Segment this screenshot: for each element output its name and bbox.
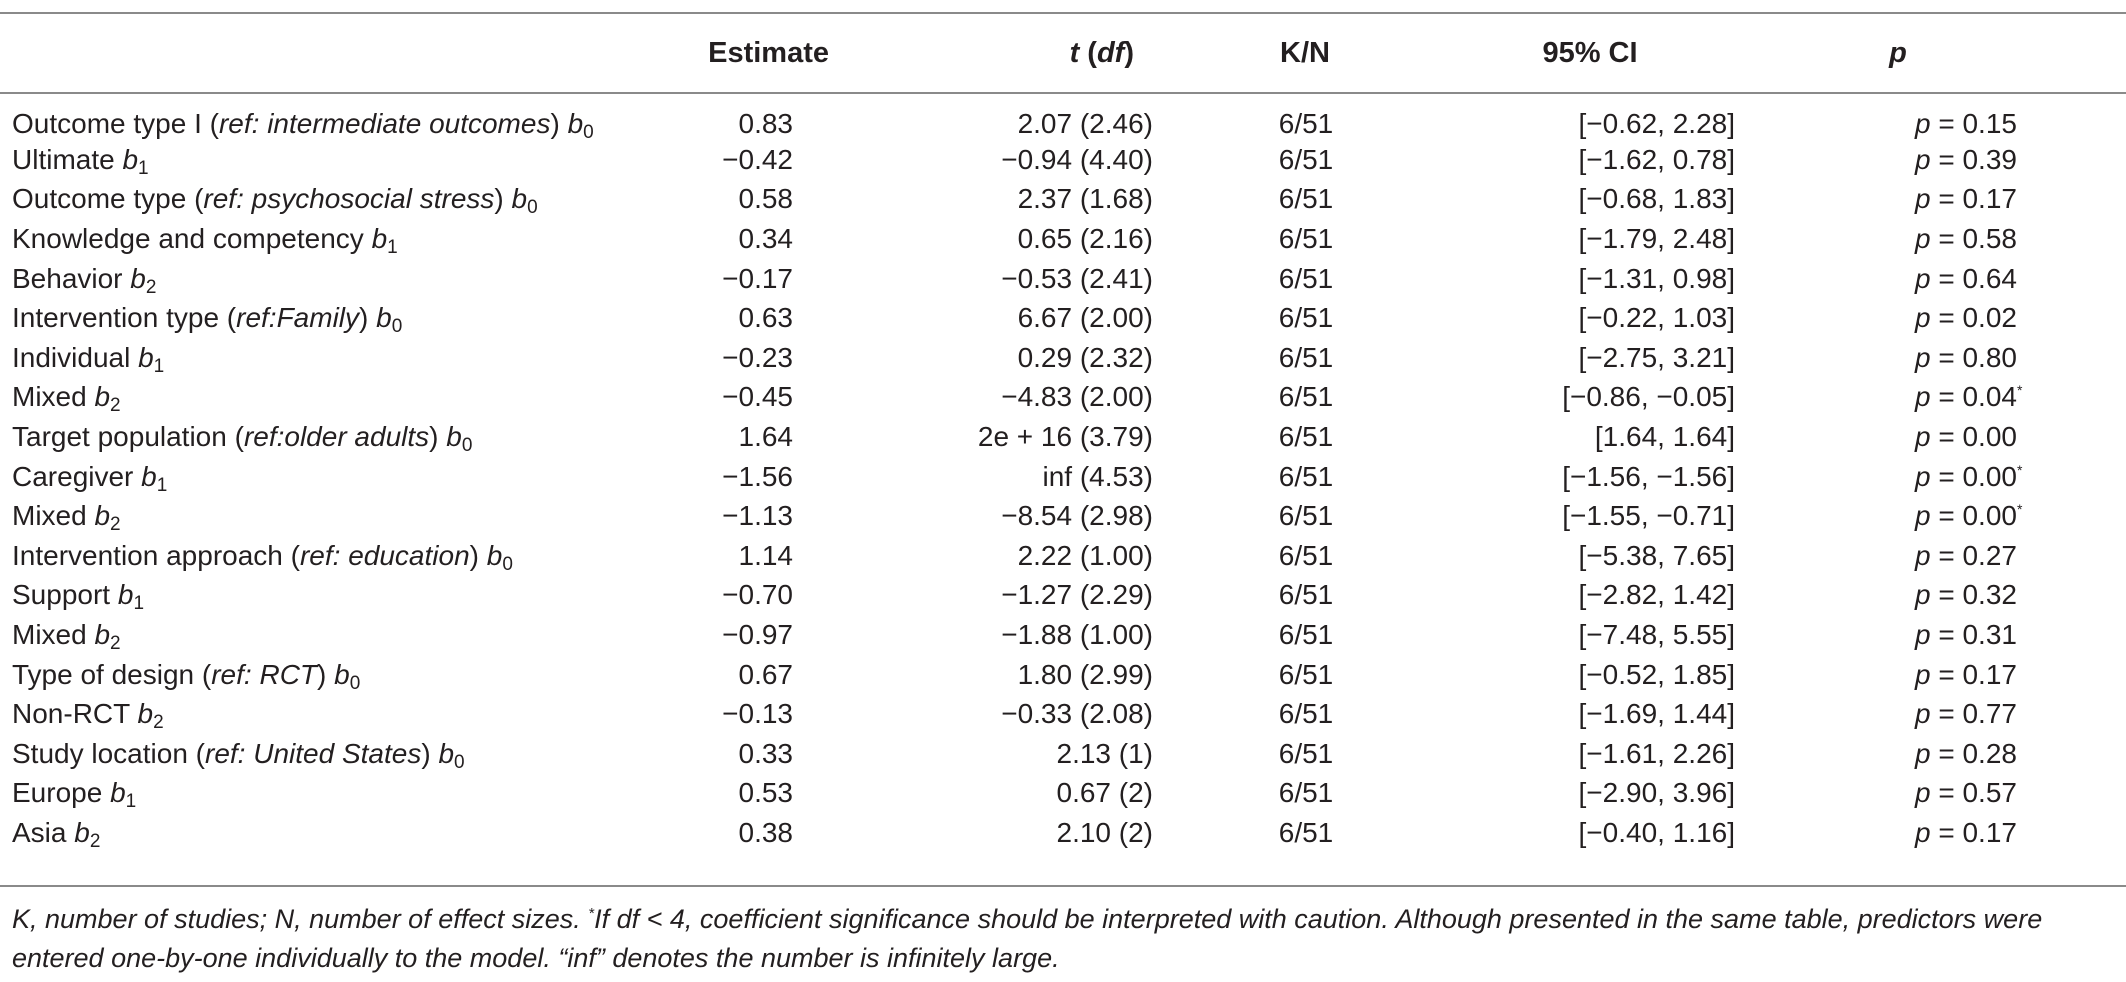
coefficient-subscript: 1 xyxy=(156,474,168,496)
p-value-cell xyxy=(1800,536,2126,576)
p-symbol: p xyxy=(1915,222,1931,254)
coefficient-symbol: b xyxy=(94,381,111,413)
header-df: df xyxy=(1096,36,1125,69)
table-footnote xyxy=(12,900,2112,978)
header-t: t xyxy=(1069,36,1080,69)
p-value-cell xyxy=(1800,615,2126,655)
p-value: = 0.00 xyxy=(1930,460,2017,492)
p-value: = 0.57 xyxy=(1930,777,2017,809)
predictor-cell xyxy=(0,457,640,497)
coefficient-symbol: b xyxy=(141,460,157,492)
p-symbol: p xyxy=(1915,262,1931,294)
p-symbol: p xyxy=(1915,183,1931,215)
predictor-label: Individual xyxy=(12,341,139,373)
p-value-cell xyxy=(1800,378,2126,418)
coefficient-subscript: 2 xyxy=(153,712,164,734)
predictor-label-post: ) xyxy=(550,108,568,139)
p-value: = 0.77 xyxy=(1930,698,2017,730)
reference-category: ref: intermediate outcomes xyxy=(218,108,551,139)
p-value: = 0.58 xyxy=(1930,222,2017,254)
coefficient-subscript: 1 xyxy=(138,157,149,179)
predictor-label: Mixed xyxy=(12,500,95,532)
predictor-cell xyxy=(0,219,640,259)
predictor-cell xyxy=(0,694,640,734)
ci-cell: [−7.48, 5.55] xyxy=(1578,618,1735,650)
coefficient-symbol: b xyxy=(94,500,111,532)
significance-marker: * xyxy=(2016,382,2023,399)
p-value-cell xyxy=(1800,417,2126,457)
ci-cell: [−2.82, 1.42] xyxy=(1578,579,1735,611)
p-value: = 0.00 xyxy=(1930,420,2017,452)
predictor-cell xyxy=(0,378,640,418)
coefficient-subscript: 0 xyxy=(461,434,473,456)
predictor-label: Target population ( xyxy=(12,420,244,452)
p-value-cell xyxy=(1800,298,2126,338)
predictor-cell xyxy=(0,417,640,457)
coefficient-subscript: 0 xyxy=(502,553,513,575)
coefficient-symbol: b xyxy=(334,658,350,690)
table-row xyxy=(0,298,2126,338)
p-symbol: p xyxy=(1915,618,1931,650)
reference-category: ref: education xyxy=(299,539,470,571)
p-value: = 0.17 xyxy=(1930,816,2017,848)
table-row xyxy=(0,93,2126,140)
table-row xyxy=(0,140,2126,180)
coefficient-subscript: 2 xyxy=(110,632,121,654)
coefficient-subscript: 2 xyxy=(89,830,101,852)
p-symbol: p xyxy=(1915,341,1931,373)
table-row xyxy=(0,536,2126,576)
predictor-label: Support xyxy=(12,579,118,611)
ci-cell: [−0.86, −0.05] xyxy=(1562,381,1735,413)
kn-cell: 6/51 xyxy=(1278,737,1334,769)
ci-cell: [1.64, 1.64] xyxy=(1594,420,1735,452)
estimate-cell: −0.97 xyxy=(722,618,793,650)
predictor-label: Type of design ( xyxy=(12,658,212,690)
predictor-cell xyxy=(0,259,640,299)
p-value: = 0.39 xyxy=(1930,143,2017,175)
table-row xyxy=(0,259,2126,299)
predictor-cell xyxy=(0,298,640,338)
t-df-cell: −0.33 (2.08) xyxy=(1001,698,1153,730)
p-value: = 0.32 xyxy=(1930,579,2017,611)
kn-cell: 6/51 xyxy=(1278,143,1334,175)
t-df-cell: 2.07 (2.46) xyxy=(1017,108,1153,139)
predictor-label-post: ) xyxy=(429,420,447,452)
predictor-label-post: ) xyxy=(469,539,487,571)
p-value-cell xyxy=(1800,219,2126,259)
reference-category: ref: RCT xyxy=(211,658,318,690)
ci-cell: [−1.61, 2.26] xyxy=(1578,737,1735,769)
predictor-label: Ultimate xyxy=(12,143,123,175)
t-df-cell: −0.53 (2.41) xyxy=(1001,262,1153,294)
t-df-cell: −0.94 (4.40) xyxy=(1001,143,1153,175)
p-value-cell xyxy=(1800,180,2126,220)
table-row xyxy=(0,774,2126,814)
kn-cell: 6/51 xyxy=(1278,816,1334,848)
estimate-cell: 0.38 xyxy=(738,816,793,848)
estimate-cell: −1.13 xyxy=(722,500,793,532)
predictor-label: Europe xyxy=(12,777,111,809)
regression-results-table xyxy=(0,12,2126,853)
coefficient-subscript: 1 xyxy=(125,791,137,813)
t-df-cell: inf (4.53) xyxy=(1042,460,1153,492)
predictor-label: Study location ( xyxy=(12,737,205,769)
ci-cell: [−5.38, 7.65] xyxy=(1578,539,1735,571)
footnote-part2: If df < 4, coefficient significance should be interpreted with caution. Although presented in the same table, predictors were entered one-by-one individually to the model. “inf” denotes the number is infinitely large. xyxy=(12,904,2043,974)
estimate-cell: −0.42 xyxy=(722,143,793,175)
p-value: = 0.27 xyxy=(1930,539,2017,571)
table-body xyxy=(0,93,2126,853)
coefficient-symbol: b xyxy=(486,539,503,571)
coefficient-subscript: 2 xyxy=(145,276,157,298)
table-header xyxy=(0,13,2126,93)
kn-cell: 6/51 xyxy=(1278,460,1334,492)
t-df-cell: 2e + 16 (3.79) xyxy=(977,420,1153,452)
t-df-cell: −1.27 (2.29) xyxy=(1001,579,1153,611)
p-symbol: p xyxy=(1915,777,1931,809)
estimate-cell: 0.58 xyxy=(738,183,793,215)
significance-marker: * xyxy=(2016,461,2023,478)
t-df-cell: 2.37 (1.68) xyxy=(1017,183,1153,215)
estimate-cell: −0.23 xyxy=(722,341,793,373)
ci-cell: [−1.62, 0.78] xyxy=(1578,143,1735,175)
p-value-cell xyxy=(1800,140,2126,180)
coefficient-subscript: 1 xyxy=(153,355,165,377)
estimate-cell: 0.63 xyxy=(738,302,793,334)
kn-cell: 6/51 xyxy=(1278,381,1334,413)
estimate-cell: 0.53 xyxy=(738,777,793,809)
p-value: = 0.04 xyxy=(1930,381,2017,413)
p-symbol: p xyxy=(1915,381,1931,413)
ci-cell: [−1.55, −0.71] xyxy=(1562,500,1735,532)
reference-category: ref:older adults xyxy=(243,420,430,452)
ci-cell: [−0.68, 1.83] xyxy=(1578,183,1735,215)
p-symbol: p xyxy=(1915,539,1931,571)
table-row xyxy=(0,180,2126,220)
header-ci: 95% CI xyxy=(1400,13,1800,93)
ci-cell: [−2.75, 3.21] xyxy=(1578,341,1735,373)
estimate-cell: −0.13 xyxy=(722,698,793,730)
coefficient-subscript: 0 xyxy=(527,197,538,219)
ci-cell: [−0.22, 1.03] xyxy=(1578,302,1735,334)
header-t-df: t (df) xyxy=(830,13,1210,93)
reference-category: ref: United States xyxy=(205,737,422,769)
ci-cell: [−0.40, 1.16] xyxy=(1578,816,1735,848)
coefficient-symbol: b xyxy=(110,777,126,809)
t-df-cell: 2.22 (1.00) xyxy=(1017,539,1153,571)
coefficient-symbol: b xyxy=(376,302,392,334)
predictor-cell xyxy=(0,93,640,143)
predictor-label: Outcome type I ( xyxy=(12,108,219,139)
t-df-cell: −8.54 (2.98) xyxy=(1001,500,1153,532)
table-row xyxy=(0,655,2126,695)
coefficient-subscript: 1 xyxy=(387,236,398,258)
coefficient-subscript: 0 xyxy=(454,751,465,773)
predictor-cell xyxy=(0,655,640,695)
kn-cell: 6/51 xyxy=(1278,777,1334,809)
table-row xyxy=(0,576,2126,616)
ci-cell: [−1.79, 2.48] xyxy=(1578,222,1735,254)
p-value-cell xyxy=(1800,655,2126,695)
kn-cell: 6/51 xyxy=(1278,222,1334,254)
coefficient-symbol: b xyxy=(371,222,388,254)
estimate-cell: 0.33 xyxy=(738,737,793,769)
estimate-cell: 0.83 xyxy=(738,108,793,139)
t-df-cell: 6.67 (2.00) xyxy=(1017,302,1153,334)
p-value: = 0.15 xyxy=(1930,108,2017,139)
predictor-label: Mixed xyxy=(12,381,95,413)
coefficient-symbol: b xyxy=(117,579,134,611)
t-df-cell: −1.88 (1.00) xyxy=(1001,618,1153,650)
p-symbol: p xyxy=(1915,500,1931,532)
p-value-cell xyxy=(1800,774,2126,814)
coefficient-symbol: b xyxy=(567,108,584,139)
p-value-cell xyxy=(1800,259,2126,299)
p-value: = 0.02 xyxy=(1930,302,2017,334)
significance-marker: * xyxy=(2016,501,2023,518)
t-df-cell: 2.10 (2) xyxy=(1056,816,1153,848)
kn-cell: 6/51 xyxy=(1278,618,1334,650)
predictor-label-post: ) xyxy=(359,302,377,334)
table-row xyxy=(0,496,2126,536)
kn-cell: 6/51 xyxy=(1278,183,1334,215)
p-value: = 0.80 xyxy=(1930,341,2017,373)
table-bottom-rule xyxy=(0,885,2126,887)
estimate-cell: 0.67 xyxy=(738,658,793,690)
coefficient-symbol: b xyxy=(446,420,462,452)
coefficient-subscript: 0 xyxy=(391,316,403,338)
predictor-label: Knowledge and competency xyxy=(12,222,372,254)
ci-cell: [−1.69, 1.44] xyxy=(1578,698,1735,730)
kn-cell: 6/51 xyxy=(1278,539,1334,571)
ci-cell: [−0.62, 2.28] xyxy=(1578,108,1735,139)
predictor-cell xyxy=(0,140,640,180)
kn-cell: 6/51 xyxy=(1278,579,1334,611)
coefficient-symbol: b xyxy=(511,183,528,215)
t-df-cell: 0.67 (2) xyxy=(1056,777,1153,809)
estimate-cell: 1.14 xyxy=(738,539,793,571)
predictor-cell xyxy=(0,496,640,536)
estimate-cell: 1.64 xyxy=(738,420,793,452)
kn-cell: 6/51 xyxy=(1278,262,1334,294)
coefficient-subscript: 0 xyxy=(583,122,594,143)
p-value-cell xyxy=(1800,576,2126,616)
p-symbol: p xyxy=(1915,143,1931,175)
header-predictor xyxy=(0,13,640,93)
table-row xyxy=(0,615,2126,655)
coefficient-subscript: 1 xyxy=(133,593,145,615)
table-row xyxy=(0,338,2126,378)
p-symbol: p xyxy=(1915,816,1931,848)
coefficient-symbol: b xyxy=(122,143,139,175)
p-symbol: p xyxy=(1915,658,1931,690)
p-value-cell xyxy=(1800,457,2126,497)
footnote-part1: K, number of studies; N, number of effect sizes. xyxy=(12,904,589,934)
kn-cell: 6/51 xyxy=(1278,108,1334,139)
predictor-label: Behavior xyxy=(12,262,131,294)
coefficient-symbol: b xyxy=(137,698,154,730)
predictor-cell xyxy=(0,774,640,814)
t-df-cell: −4.83 (2.00) xyxy=(1001,381,1153,413)
header-kn: K/N xyxy=(1210,13,1400,93)
table-row xyxy=(0,378,2126,418)
predictor-label: Outcome type ( xyxy=(12,183,204,215)
p-symbol: p xyxy=(1915,420,1931,452)
p-symbol: p xyxy=(1915,698,1931,730)
reference-category: ref:Family xyxy=(236,302,360,334)
predictor-cell xyxy=(0,576,640,616)
table-row xyxy=(0,219,2126,259)
kn-cell: 6/51 xyxy=(1278,698,1334,730)
predictor-label-post: ) xyxy=(421,737,439,769)
coefficient-symbol: b xyxy=(138,341,154,373)
table-row xyxy=(0,734,2126,774)
header-p-symbol: p xyxy=(1889,36,1907,69)
p-value: = 0.00 xyxy=(1930,500,2017,532)
p-value-cell xyxy=(1800,694,2126,734)
p-value: = 0.28 xyxy=(1930,737,2017,769)
predictor-cell xyxy=(0,615,640,655)
ci-cell: [−1.56, −1.56] xyxy=(1562,460,1735,492)
p-symbol: p xyxy=(1915,460,1931,492)
p-value-cell xyxy=(1800,338,2126,378)
predictor-cell xyxy=(0,536,640,576)
estimate-cell: −0.45 xyxy=(722,381,793,413)
t-df-cell: 0.65 (2.16) xyxy=(1017,222,1153,254)
predictor-label: Mixed xyxy=(12,618,95,650)
coefficient-symbol: b xyxy=(74,816,90,848)
table-row xyxy=(0,694,2126,734)
predictor-cell xyxy=(0,338,640,378)
p-value-cell xyxy=(1800,93,2126,140)
ci-cell: [−0.52, 1.85] xyxy=(1578,658,1735,690)
footnote-marker: * xyxy=(588,905,595,922)
coefficient-subscript: 2 xyxy=(110,395,121,417)
estimate-cell: 0.34 xyxy=(738,222,793,254)
header-p xyxy=(1800,13,2126,93)
kn-cell: 6/51 xyxy=(1278,658,1334,690)
p-symbol: p xyxy=(1915,579,1931,611)
predictor-cell xyxy=(0,734,640,774)
coefficient-subscript: 0 xyxy=(349,672,361,694)
coefficient-symbol: b xyxy=(94,618,111,650)
predictor-label: Caregiver xyxy=(12,460,142,492)
kn-cell: 6/51 xyxy=(1278,420,1334,452)
predictor-label: Non-RCT xyxy=(12,698,138,730)
p-value-cell xyxy=(1800,734,2126,774)
table-row xyxy=(0,457,2126,497)
p-value: = 0.17 xyxy=(1930,183,2017,215)
predictor-label-post: ) xyxy=(317,658,335,690)
header-row xyxy=(0,13,2126,93)
p-value-cell xyxy=(1800,813,2126,853)
reference-category: ref: psychosocial stress xyxy=(203,183,495,215)
p-value-cell xyxy=(1800,496,2126,536)
predictor-cell xyxy=(0,813,640,853)
p-value: = 0.17 xyxy=(1930,658,2017,690)
t-df-cell: 0.29 (2.32) xyxy=(1017,341,1153,373)
p-symbol: p xyxy=(1915,108,1931,139)
kn-cell: 6/51 xyxy=(1278,302,1334,334)
p-value: = 0.64 xyxy=(1930,262,2017,294)
table-row xyxy=(0,417,2126,457)
kn-cell: 6/51 xyxy=(1278,500,1334,532)
ci-cell: [−1.31, 0.98] xyxy=(1578,262,1735,294)
p-symbol: p xyxy=(1915,302,1931,334)
predictor-cell xyxy=(0,180,640,220)
coefficient-subscript: 2 xyxy=(110,514,121,536)
predictor-label-post: ) xyxy=(494,183,512,215)
table-row xyxy=(0,813,2126,853)
estimate-cell: −0.17 xyxy=(722,262,793,294)
estimate-cell: −1.56 xyxy=(722,460,793,492)
header-estimate: Estimate xyxy=(640,13,830,93)
coefficient-symbol: b xyxy=(130,262,146,294)
coefficient-symbol: b xyxy=(438,737,455,769)
p-value: = 0.31 xyxy=(1930,618,2017,650)
kn-cell: 6/51 xyxy=(1278,341,1334,373)
predictor-label: Intervention approach ( xyxy=(12,539,300,571)
predictor-label: Intervention type ( xyxy=(12,302,237,334)
p-symbol: p xyxy=(1915,737,1931,769)
estimate-cell: −0.70 xyxy=(722,579,793,611)
t-df-cell: 2.13 (1) xyxy=(1056,737,1153,769)
predictor-label: Asia xyxy=(12,816,75,848)
t-df-cell: 1.80 (2.99) xyxy=(1017,658,1153,690)
ci-cell: [−2.90, 3.96] xyxy=(1578,777,1735,809)
